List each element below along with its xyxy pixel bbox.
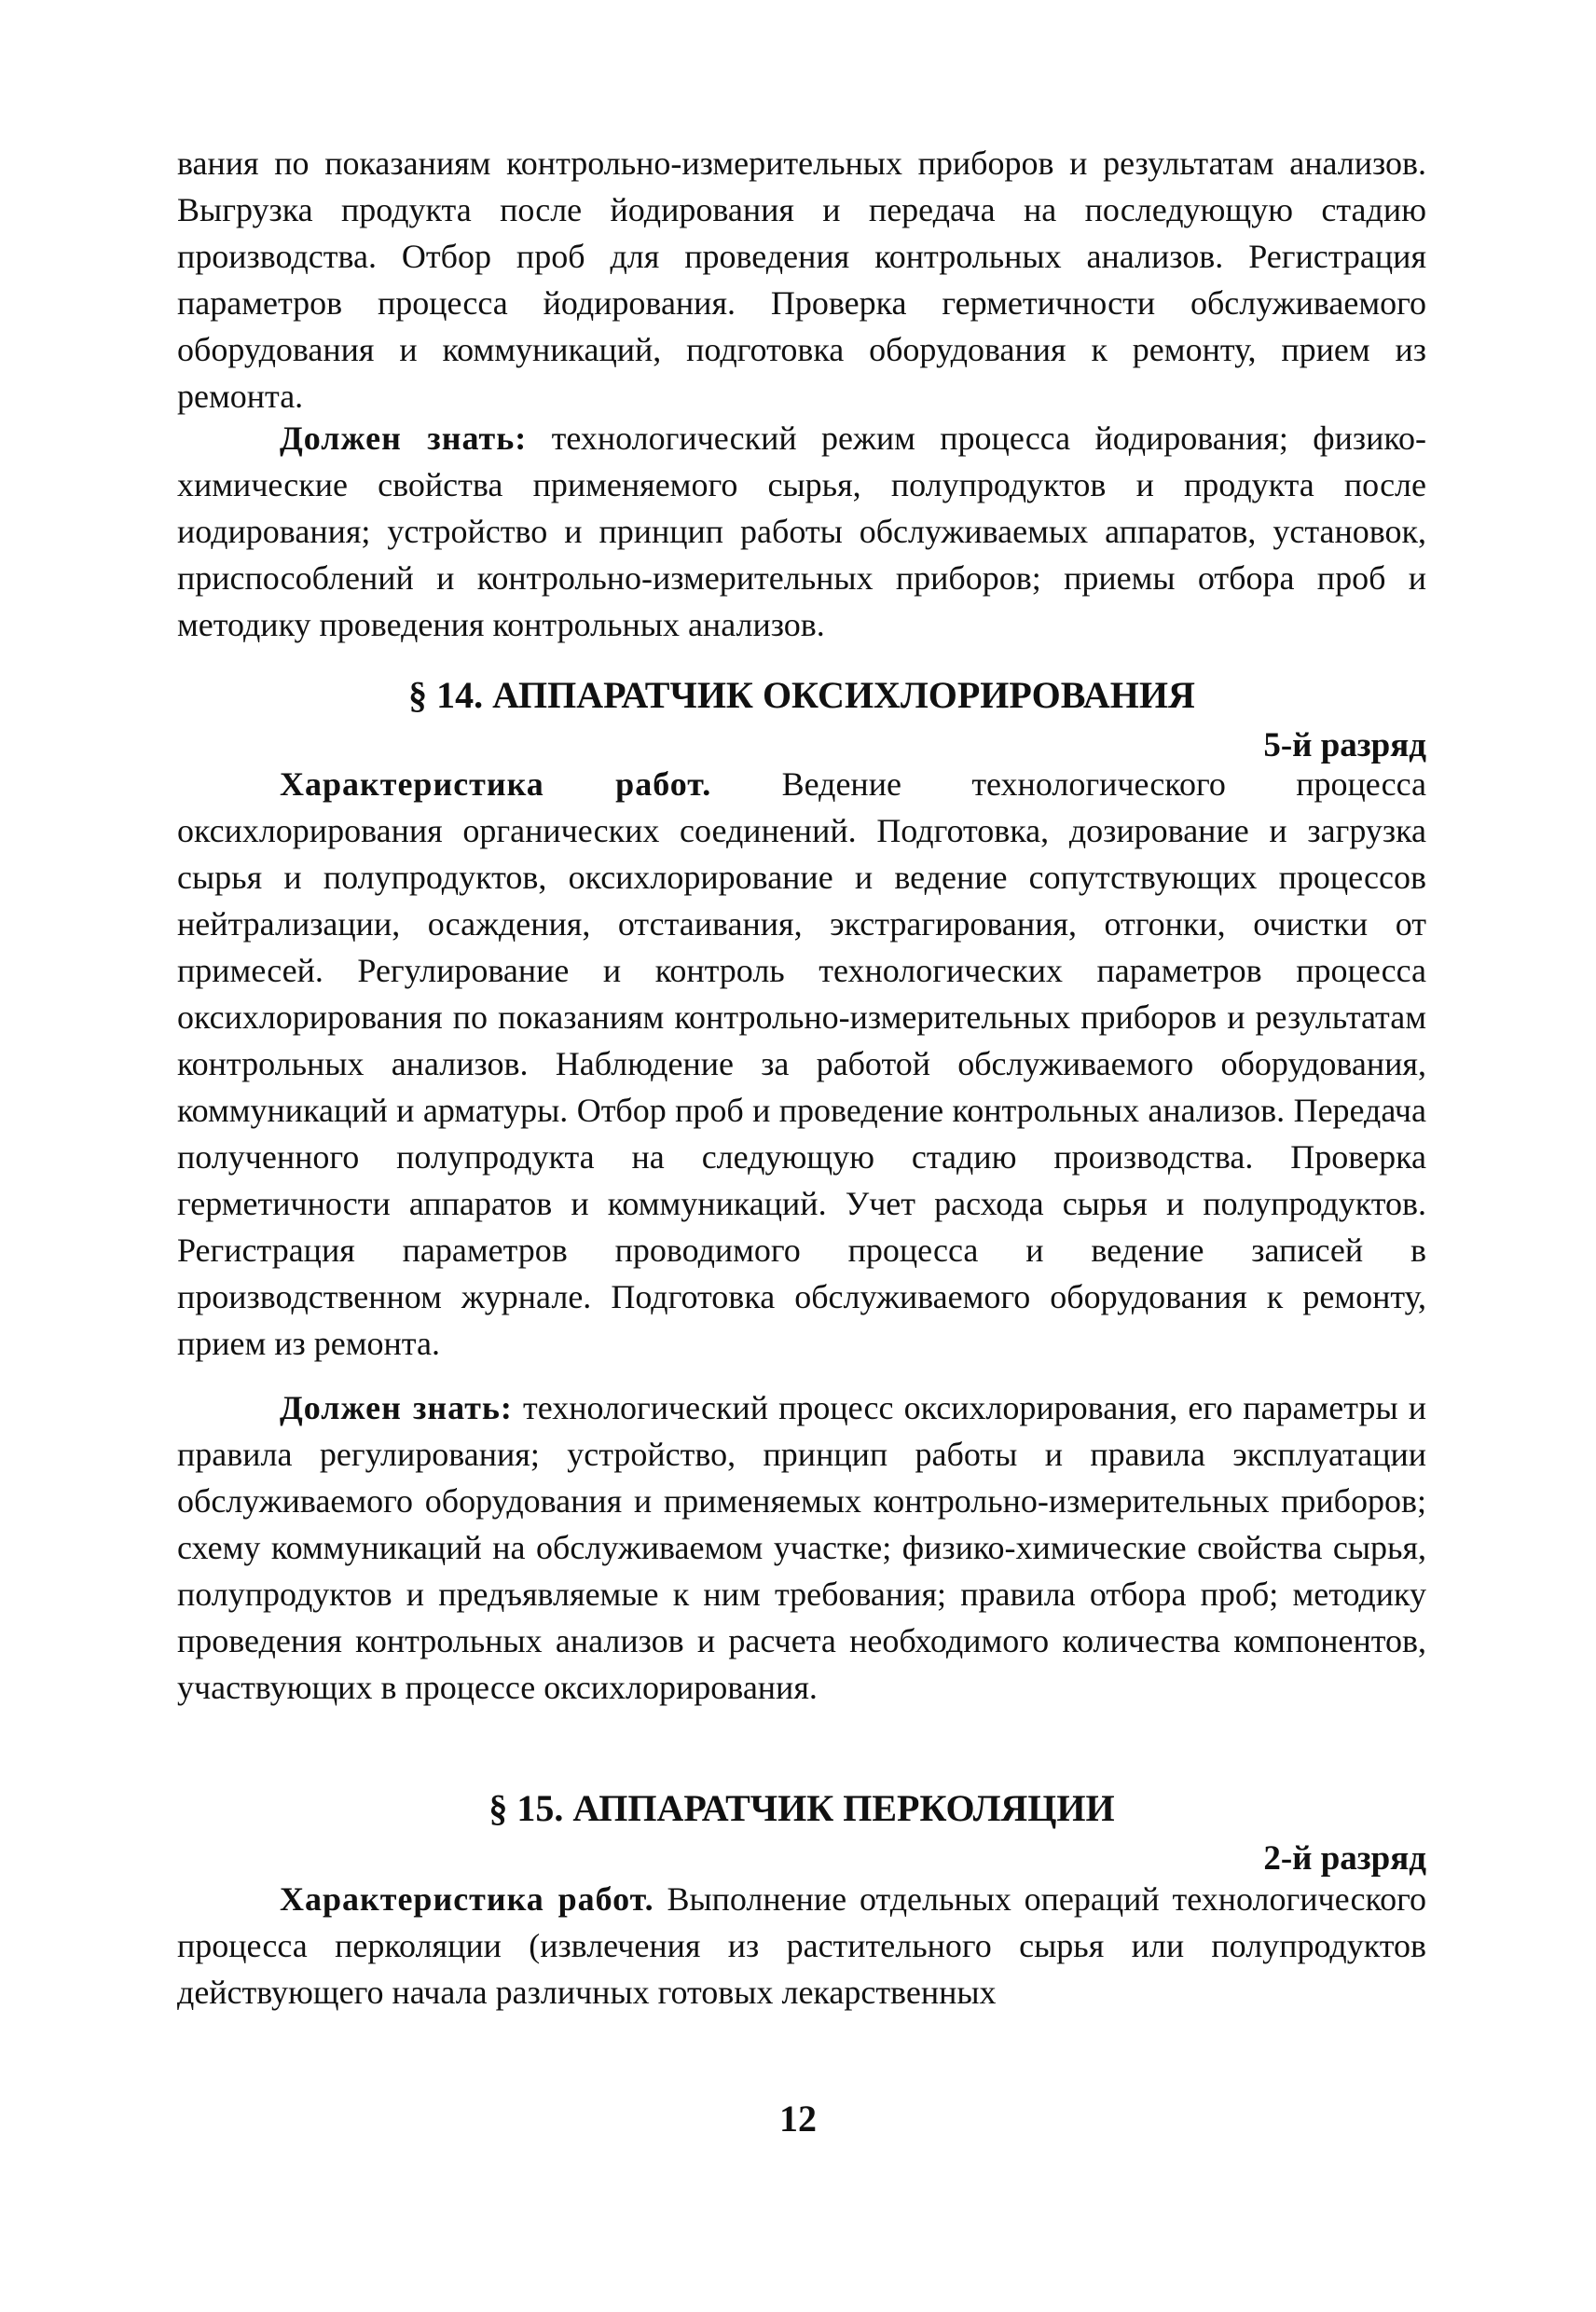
section-15-title: § 15. АППАРАТЧИК ПЕРКОЛЯЦИИ <box>488 1787 1115 1829</box>
section-14-title: § 14. АППАРАТЧИК ОКСИХЛОРИРОВАНИЯ <box>408 674 1195 716</box>
work-characteristics-text: Ведение технологического процесса оксихлорирования органических соединений. Подготовка, дозирование и загрузка сырья и полупродуктов, оксихлорирование и ведение сопутствующих процессов нейтрализации, осаждения, отстаивания, экстрагирования, отгонки, очистки от примесей. Регулирование и контроль технологических параметров процесса оксихлорирования по показаниям контрольно-измерительных приборов и результатам контрольных анализов. Наблюдение за работой обслуживаемого оборудования, коммуникаций и арматуры. Отбор проб и проведение контрольных анализов. Передача полученного полупродукта на следующую стадию производства. Проверка герметичности аппаратов и коммуникаций. Учет расхода сырья и полупродуктов. Регистрация параметров проводимого процесса и ведение записей в производственном журнале. Подготовка обслуживаемого оборудования к ремонту, прием из ремонта. <box>177 765 1426 1362</box>
work-characteristics-text: Выполнение отдельных операций технологического процесса перколяции (извлечения из растительного сырья или полупродуктов действующего начала различных готовых лекарственных <box>177 1880 1426 2011</box>
section-14-grade: 5-й разряд <box>1263 726 1426 764</box>
knowledge-label: Должен знать: <box>280 1389 513 1426</box>
section-15-grade: 2-й разряд <box>1263 1839 1426 1878</box>
intro-paragraph-text: вания по показаниям контрольно-измерительных приборов и результатам анализов. Выгрузка продукта после йодирования и передача на последующую стадию производства. Отбор проб для проведения контрольных анализов. Регистрация параметров процесса йодирования. Проверка герметичности обслуживаемого оборудования и коммуникаций, подготовка оборудования к ремонту, прием из ремонта. <box>177 144 1426 415</box>
section-15-work-paragraph <box>177 1876 1426 2016</box>
intro-paragraph <box>177 140 1426 420</box>
work-characteristics-label: Характеристика работ. <box>280 1880 654 1918</box>
intro-knowledge-paragraph <box>177 415 1426 648</box>
page-number: 12 <box>779 2098 817 2140</box>
knowledge-text: технологический режим процесса йодирования; физико-химические свойства применяемого сырья, полупродуктов и продукта после иодирования; устройство и принцип работы обслуживаемых аппаратов, установок, приспособлений и контрольно-измерительных приборов; приемы отбора проб и методику проведения контрольных анализов. <box>177 420 1426 643</box>
knowledge-label: Должен знать: <box>280 420 528 457</box>
section-14-work-paragraph <box>177 761 1426 1367</box>
knowledge-text: технологический процесс оксихлорирования, его параметры и правила регулирования; устройство, принцип работы и правила эксплуатации обслуживаемого оборудования и применяемых контрольно-измерительных приборов; схему коммуникаций на обслуживаемом участке; физико-химические свойства сырья, полупродуктов и предъявляемые к ним требования; правила отбора проб; методику проведения контрольных анализов и расчета необходимого количества компонентов, участвующих в процессе оксихлорирования. <box>177 1389 1427 1706</box>
work-characteristics-label: Характеристика работ. <box>280 765 712 803</box>
section-14-knowledge-paragraph <box>177 1384 1426 1711</box>
